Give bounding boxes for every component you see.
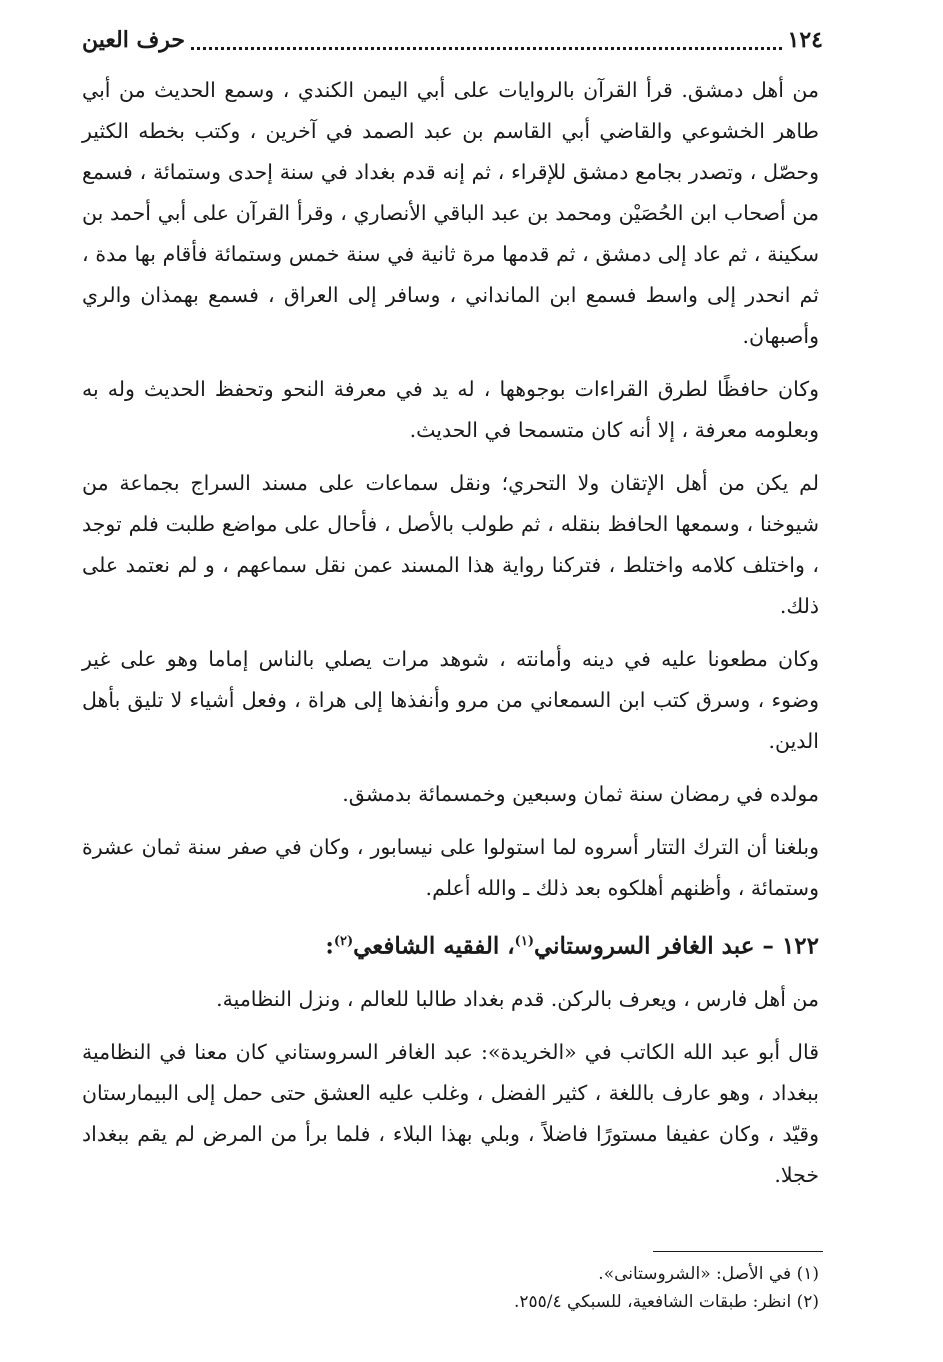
page-body: [82, 70, 819, 1208]
paragraph: وكان حافظًا لطرق القراءات بوجوهها ، له يد في معرفة النحو وتحفظ الحديث وله به وبعلومه معرفة ، إلا أنه كان متسمحا في الحديث.: [82, 377, 819, 442]
footnote: (٢) انظر: طبقات الشافعية، للسبكي ٢٥٥/٤.: [513, 1292, 819, 1312]
page-number: ١٢٤: [787, 27, 823, 53]
entry-heading: ١٢٢ – عبد الغافر السروستاني$^{(١)}$، الفقيه الشافعي$^{(٢)}$:: [325, 932, 819, 960]
footnote-ref-1: (١): [514, 934, 534, 949]
footnote-separator: [653, 1251, 823, 1252]
paragraph: لم يكن من أهل الإتقان ولا التحري؛ ونقل سماعات على مسند السراج بجماعة من شيوخنا ، وسمعها الحافظ بنقله ، ثم طولب بالأصل ، فأحال على مواضع طلبت فلم توجد ، واختلف كلامه واختلط ، فتركنا رواية هذا المسند عمن نقل سماعهم ، و لم نعتمد على ذلك.: [82, 471, 820, 618]
paragraph: وكان مطعونا عليه في دينه وأمانته ، شوهد مرات يصلي بالناس إماما وهو على غير وضوء ، وسرق كتب ابن السمعاني من مرو وأنفذها إلى هراة ، وفعل أشياء لا تليق بأهل الدين.: [82, 647, 819, 753]
paragraph: مولده في رمضان سنة ثمان وسبعين وخمسمائة بدمشق.: [342, 782, 819, 806]
footnote: (١) في الأصل: «الشروستانى».: [598, 1264, 819, 1284]
entry-name: عبد الغافر السروستاني: [533, 932, 755, 960]
paragraph: وبلغنا أن الترك التتار أسروه لما استولوا على نيسابور ، وكان في صفر سنة ثمان عشرة وستمائة ، وأظنهم أهلكوه بعد ذلك ـ والله أعلم.: [82, 835, 819, 900]
entry-number: ١٢٢: [781, 932, 819, 960]
paragraph: من أهل دمشق. قرأ القرآن بالروايات على أبي اليمن الكندي ، وسمع الحديث من أبي طاهر الخشوعي والقاضي أبي القاسم بن عبد الصمد في آخرين ، وكتب بخطه الكثير وحصّل ، وتصدر بجامع دمشق للإقراء ، ثم إنه قدم بغداد في سنة إحدى وستمائة ، فسمع من أصحاب ابن الحُصَيْن ومحمد بن عبد الباقي الأنصاري ، وقرأ القرآن على أبي أحمد بن سكينة ، ثم عاد إلى دمشق ، ثم قدمها مرة ثانية في سنة خمس وستمائة فأقام بها مدة ، ثم انحدر إلى واسط فسمع ابن المانداني ، وسافر إلى العراق ، فسمع بهمذان والري وأصبهان.: [82, 78, 819, 348]
entry-title: ، الفقيه الشافعي: [353, 932, 515, 960]
footnotes: [82, 1260, 819, 1316]
footnote-ref-2: (٢): [333, 934, 354, 949]
entry-colon: :: [325, 932, 334, 960]
paragraph: قال أبو عبد الله الكاتب في «الخريدة»: عبد الغافر السروستاني كان معنا في النظامية ببغداد ، وهو عارف باللغة ، كثير الفضل ، وغلب عليه العشق حتى حمل إلى البيمارستان وقيّد ، وكان عفيفا مستورًا فاضلاً ، وبلي بهذا البلاء ، فلما برأ من المرض لم يقم ببغداد خجلا.: [82, 1039, 819, 1187]
page-header: [82, 20, 823, 60]
chapter-title: حرف العين: [82, 27, 186, 53]
header-dotted-leader: [191, 31, 782, 50]
paragraph: من أهل فارس ، ويعرف بالركن. قدم بغداد طالبا للعالم ، ونزل النظامية.: [216, 986, 819, 1011]
